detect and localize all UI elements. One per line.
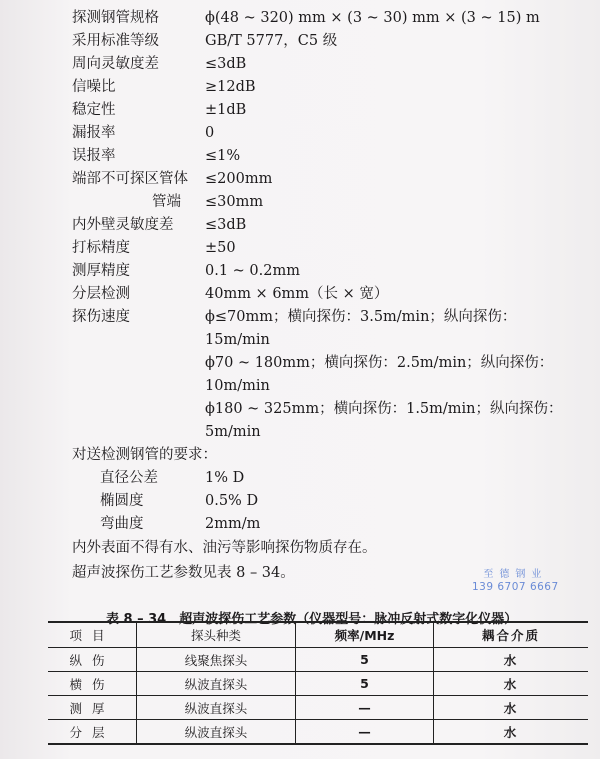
spec-label: 打标精度 — [72, 240, 130, 256]
paragraph: 内外表面不得有水、油污等影响探伤物质存在。 — [72, 540, 377, 556]
column-header: 耦合介质 — [434, 622, 589, 648]
requirement-label: 椭圆度 — [100, 493, 144, 509]
spec-label: 稳定性 — [72, 102, 116, 118]
spec-value: ≤200mm — [205, 171, 273, 187]
requirement-value: 2mm/m — [205, 516, 261, 532]
table-cell: 线聚焦探头 — [137, 648, 296, 672]
spec-value: 0 — [205, 125, 215, 141]
spec-value: ≤3dB — [205, 56, 247, 72]
speed-value: 5m/min — [205, 424, 261, 440]
table-caption: 表 8 – 34 超声波探伤工艺参数（仪器型号：脉冲反射式数字化仪器） — [106, 612, 518, 627]
process-parameters-table — [48, 621, 588, 745]
spec-label: 采用标准等级 — [72, 33, 159, 49]
table-cell: — — [296, 696, 434, 720]
table-cell: 横伤 — [48, 672, 137, 696]
table-cell: 水 — [434, 672, 589, 696]
spec-value: ±1dB — [205, 102, 247, 118]
requirement-label: 弯曲度 — [100, 516, 144, 532]
spec-value: ϕ≤70mm；横向探伤：3.5m/min；纵向探伤： — [205, 309, 517, 325]
spec-value: GB/T 5777，C5 级 — [205, 33, 338, 49]
table-cell: 5 — [296, 648, 434, 672]
watermark — [472, 569, 559, 593]
table-cell: — — [296, 720, 434, 745]
spec-label: 探伤速度 — [72, 309, 130, 325]
speed-value: 15m/min — [205, 332, 270, 348]
speed-value: ϕ180 ~ 325mm；横向探伤：1.5m/min；纵向探伤： — [205, 401, 563, 417]
spec-value: ≤3dB — [205, 217, 247, 233]
table-cell: 纵波直探头 — [137, 696, 296, 720]
spec-label: 探测钢管规格 — [72, 10, 159, 26]
speed-value: 10m/min — [205, 378, 270, 394]
spec-label: 测厚精度 — [72, 263, 130, 279]
table-cell: 纵波直探头 — [137, 720, 296, 745]
column-header: 项目 — [48, 622, 137, 648]
spec-label: 误报率 — [72, 148, 116, 164]
spec-label: 周向灵敏度差 — [72, 56, 159, 72]
table-cell: 测厚 — [48, 696, 137, 720]
spec-label: 内外壁灵敏度差 — [72, 217, 174, 233]
spec-value: ϕ(48 ~ 320) mm × (3 ~ 30) mm × (3 ~ 15) m — [205, 10, 540, 26]
speed-value: ϕ70 ~ 180mm；横向探伤：2.5m/min；纵向探伤： — [205, 355, 554, 371]
spec-label: 分层检测 — [72, 286, 130, 302]
requirement-label: 直径公差 — [100, 470, 158, 486]
table-row — [48, 720, 588, 745]
table-cell: 纵伤 — [48, 648, 137, 672]
spec-value: ≤1% — [205, 148, 241, 164]
watermark-phone: 139 6707 6667 — [472, 581, 559, 593]
spec-label: 管端 — [152, 194, 181, 210]
spec-value: 0.1 ~ 0.2mm — [205, 263, 300, 279]
table-row — [48, 672, 588, 696]
table-cell: 5 — [296, 672, 434, 696]
spec-value: ±50 — [205, 240, 236, 256]
table-cell: 分层 — [48, 720, 137, 745]
requirements-heading: 对送检测钢管的要求： — [72, 447, 217, 463]
column-header: 频率/MHz — [296, 622, 434, 648]
spec-value: 40mm × 6mm（长 × 宽） — [205, 286, 389, 302]
table-header-row — [48, 622, 588, 648]
requirement-value: 0.5% D — [205, 493, 259, 509]
spec-value: ≥12dB — [205, 79, 256, 95]
spec-value: ≤30mm — [205, 194, 264, 210]
table-row — [48, 648, 588, 672]
spec-label: 漏报率 — [72, 125, 116, 141]
paragraph: 超声波探伤工艺参数见表 8 – 34。 — [72, 565, 295, 581]
spec-label: 信噪比 — [72, 79, 116, 95]
watermark-name: 至德钢业 — [483, 569, 548, 580]
table-row — [48, 696, 588, 720]
requirement-value: 1% D — [205, 470, 245, 486]
table-cell: 水 — [434, 720, 589, 745]
table-cell: 纵波直探头 — [137, 672, 296, 696]
column-header: 探头种类 — [137, 622, 296, 648]
table-cell: 水 — [434, 648, 589, 672]
spec-label: 端部不可探区管体 — [72, 171, 188, 187]
table-cell: 水 — [434, 696, 589, 720]
